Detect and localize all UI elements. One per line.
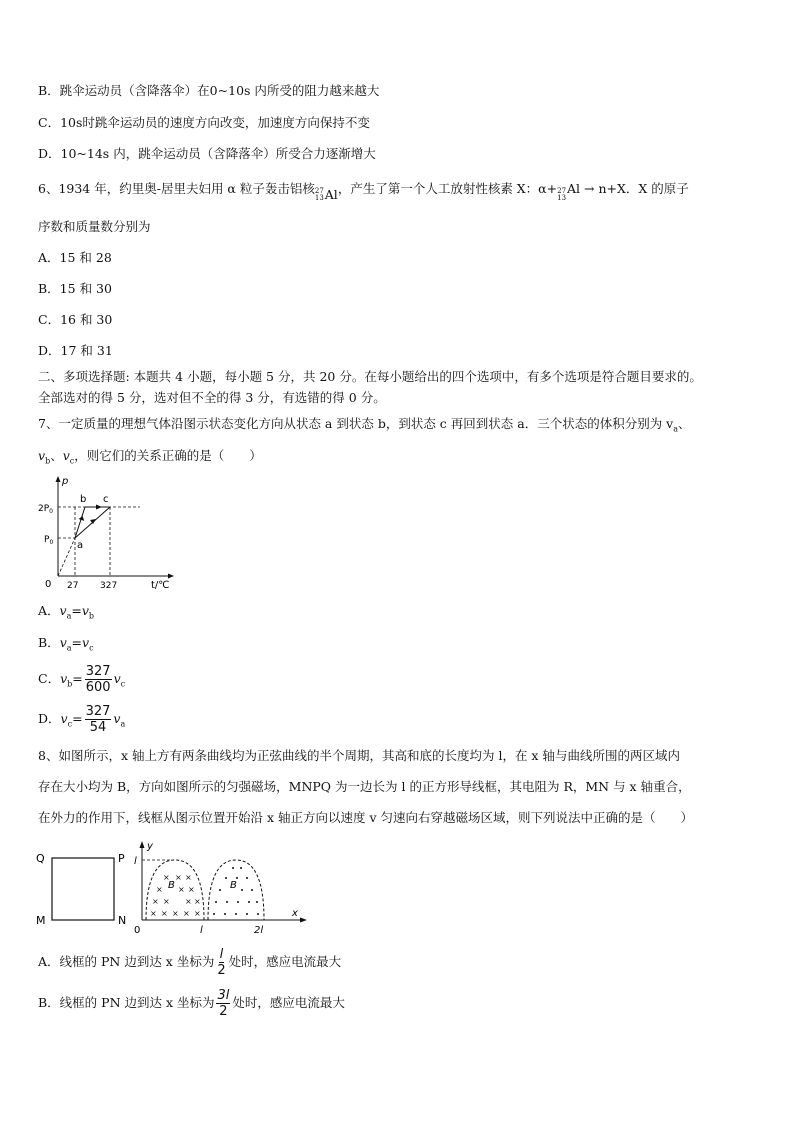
tick-l: l: [200, 925, 203, 936]
q8-stem-line1: 8、如图所示，x 轴上方有两条曲线均为正弦曲线的半个周期，其高和底的长度均为 l，在 x 轴与曲线所围的两区域内: [38, 748, 680, 763]
height-l-label: l: [134, 856, 137, 867]
label-Q: Q: [36, 852, 45, 865]
axis-x-label: x: [292, 908, 298, 919]
q5-option-c: C．10s时跳伞运动员的速度方向改变，加速度方向保持不变: [38, 115, 370, 130]
q8-option-a: A．线框的 PN 边到达 x 坐标为 $\frac{l}{2}$ 处时，感应电流最大: [38, 947, 342, 978]
svg-text:×: ×: [163, 897, 170, 906]
point-a-label: a: [77, 540, 84, 551]
svg-text:×: ×: [194, 909, 201, 918]
field-label-B1: B: [168, 880, 175, 891]
q8-opta-fraction: $\frac{l}{2}$: [217, 947, 226, 978]
tick-327: 327: [100, 581, 118, 591]
q8-optb-fraction: $\frac{3l}{2}$: [217, 988, 230, 1019]
q5-option-b: B．跳伞运动员（含降落伞）在0~10s 内所受的阻力越来越大: [38, 83, 380, 98]
tick-2l: 2l: [254, 925, 264, 936]
q6-stem-line2: 序数和质量数分别为: [38, 219, 151, 234]
q7-option-d: D．$v_c=$ $\frac{327}{54}$ $v_a$: [38, 704, 126, 735]
q7-optc-fraction: $\frac{327}{600}$: [85, 664, 111, 695]
svg-text:×: ×: [156, 885, 163, 894]
origin-label: 0: [45, 579, 52, 590]
tick-27: 27: [67, 581, 79, 591]
field-out-of-page: [213, 867, 259, 915]
point-c-label: c: [103, 494, 109, 505]
label-P: P: [118, 852, 125, 865]
svg-text:×: ×: [152, 897, 159, 906]
q6-option-b: B．15 和 30: [38, 281, 112, 296]
svg-text:×: ×: [178, 885, 185, 894]
q8-stem-line3: 在外力的作用下，线框从图示位置开始沿 x 轴正方向以速度 v 匀速向右穿越磁场区域，则下列说法中正确的是（ ）: [38, 810, 694, 825]
al-nuclide: 27 13 Al: [314, 187, 338, 202]
axis-p-label: p: [62, 476, 69, 487]
point-b-label: b: [80, 494, 87, 505]
section2-line1: 二、多项选择题: 本题共 4 小题，每小题 5 分，共 20 分。在每小题给出的四个选项中，有多个选项是符合题目要求的。: [38, 369, 702, 384]
q6-option-d: D．17 和 31: [38, 343, 113, 358]
svg-text:×: ×: [188, 885, 195, 894]
square-frame: [52, 858, 114, 920]
q7-option-b: B．$v_a=v_c$: [38, 635, 94, 653]
label-N: N: [118, 914, 127, 927]
q8-option-b: B．线框的 PN 边到达 x 坐标为 $\frac{3l}{2}$ 处时，感应电流最大: [38, 988, 345, 1019]
svg-text:×: ×: [194, 897, 201, 906]
q6-option-c: C．16 和 30: [38, 312, 113, 327]
section2-line2: 全部选对的得 5 分，选对但不全的得 3 分，有选错的得 0 分。: [38, 390, 386, 405]
svg-text:×: ×: [150, 909, 157, 918]
axis-y-label: y: [147, 841, 153, 852]
origin-label: 0: [134, 925, 141, 936]
q5-option-d: D．10~14s 内，跳伞运动员（含降落伞）所受合力逐渐增大: [38, 146, 376, 161]
q7-pt-graph: [30, 472, 180, 592]
q8-stem-line2: 存在大小均为 B，方向如图所示的匀强磁场，MNPQ 为一边长为 l 的正方形导线框，其电阻为 R，MN 与 x 轴重合，: [38, 779, 691, 794]
svg-text:×: ×: [172, 909, 179, 918]
svg-text:×: ×: [175, 873, 182, 882]
q7-option-c: C．$v_b=$ $\frac{327}{600}$ $v_c$: [38, 664, 126, 695]
q7-option-a: A．$v_a=v_b$: [38, 603, 95, 621]
q7-optd-fraction: $\frac{327}{54}$: [85, 704, 111, 735]
label-p0: $P_0$: [44, 535, 54, 546]
field-into-page: [150, 873, 201, 918]
svg-text:×: ×: [185, 873, 192, 882]
label-2p0: $2P_0$: [38, 504, 53, 515]
q7-stem-line2: $v_b$、$v_c$，则它们的关系正确的是（ ）: [38, 448, 262, 466]
svg-text:×: ×: [161, 909, 168, 918]
svg-text:×: ×: [163, 873, 170, 882]
q6-stem-line1: 6、1934 年，约里奥-居里夫妇用 α 粒子轰击铝核 27 13 Al ，产生了第一个人工放射性核素 X：α+ 27 13 Al → n+X．X 的原子: [38, 181, 689, 202]
axis-t-label: t/℃: [151, 580, 170, 591]
field-label-B2: B: [230, 880, 237, 891]
svg-text:×: ×: [185, 897, 192, 906]
q6-option-a: A．15 和 28: [38, 250, 112, 265]
al-nuclide-reaction: 27 13: [557, 187, 567, 202]
svg-text:×: ×: [183, 909, 190, 918]
label-M: M: [36, 914, 46, 927]
q7-stem-line1: 7、一定质量的理想气体沿图示状态变化方向从状态 a 到状态 b，到状态 c 再回到状态 a．三个状态的体积分别为 $v_a$、: [38, 416, 691, 434]
q8-magnetic-field-figure: [30, 838, 320, 943]
